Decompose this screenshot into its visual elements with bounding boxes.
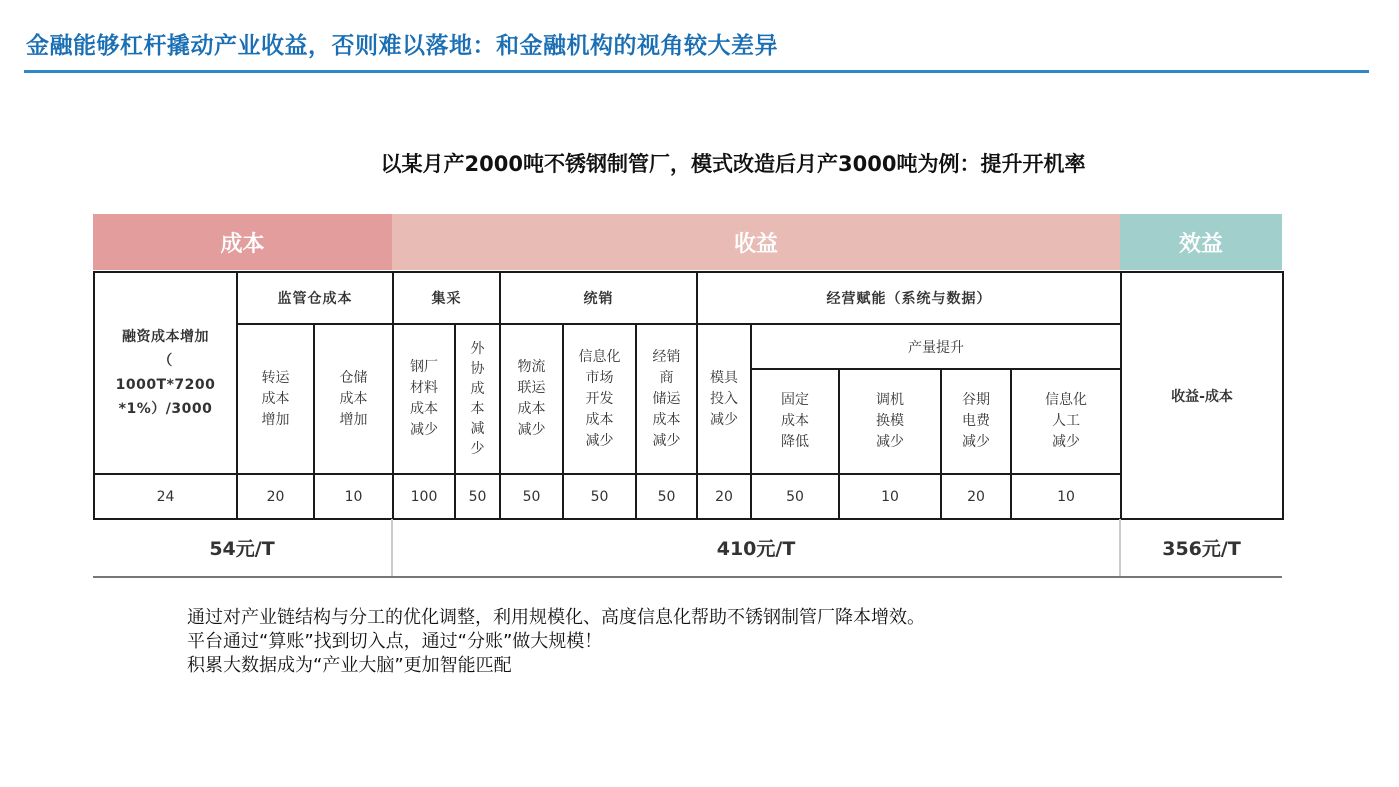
band-cost: 成本 xyxy=(93,214,392,270)
cost-benefit-table xyxy=(93,271,1284,520)
value-cell: 20 xyxy=(697,474,751,519)
page-title: 金融能够杠杆撬动产业收益，否则难以落地：和金融机构的视角较大差异 xyxy=(26,33,778,59)
valley-power-header: 谷期 电费 减少 xyxy=(941,369,1011,474)
dealer-storage-header: 经销 商 储运 成本 减少 xyxy=(636,324,697,474)
value-cell: 50 xyxy=(563,474,636,519)
note-line: 通过对产业链结构与分工的优化调整，利用规模化、高度信息化帮助不锈钢制管厂降本增效。 xyxy=(187,607,925,628)
logistics-cost-header: 物流 联运 成本 减少 xyxy=(500,324,563,474)
financing-cost-header xyxy=(94,272,237,474)
info-market-header: 信息化 市场 开发 成本 减少 xyxy=(563,324,636,474)
band-gain: 收益 xyxy=(392,214,1120,270)
capacity-increase-header: 产量提升 xyxy=(751,324,1121,369)
fixed-cost-header: 固定 成本 降低 xyxy=(751,369,839,474)
total-benefit: 356元/T xyxy=(1120,519,1282,577)
band-benefit: 效益 xyxy=(1120,214,1282,270)
value-cell: 50 xyxy=(500,474,563,519)
title-divider xyxy=(24,70,1369,73)
empowerment-header: 经营赋能（系统与数据） xyxy=(697,272,1121,324)
value-cell: 24 xyxy=(94,474,237,519)
procurement-header: 集采 xyxy=(393,272,500,324)
distribution-header: 统销 xyxy=(500,272,697,324)
chart-subtitle: 以某月产2000吨不锈钢制管厂，模式改造后月产3000吨为例：提升开机率 xyxy=(380,152,1086,176)
outsource-cost-header: 外 协 成 本 减 少 xyxy=(455,324,500,474)
storage-cost-header: 仓储 成本 增加 xyxy=(314,324,393,474)
transfer-cost-header: 转运 成本 增加 xyxy=(237,324,314,474)
value-cell: 10 xyxy=(314,474,393,519)
financing-cost-line: （ xyxy=(158,353,173,369)
financing-cost-line: *1%）/3000 xyxy=(118,401,213,417)
total-gain: 410元/T xyxy=(392,519,1120,577)
financing-cost-line: 融资成本增加 xyxy=(122,329,209,345)
note-line: 平台通过“算账”找到切入点，通过“分账”做大规模！ xyxy=(187,631,603,652)
value-cell: 10 xyxy=(1011,474,1121,519)
total-cost: 54元/T xyxy=(93,519,392,577)
changeover-header: 调机 换模 减少 xyxy=(839,369,941,474)
notes-block xyxy=(187,606,925,678)
mold-investment-header: 模具 投入 减少 xyxy=(697,324,751,474)
value-cell: 100 xyxy=(393,474,455,519)
steel-material-header: 钢厂 材料 成本 减少 xyxy=(393,324,455,474)
value-cell: 50 xyxy=(636,474,697,519)
value-cell: 20 xyxy=(941,474,1011,519)
financing-cost-line: 1000T*7200 xyxy=(115,377,216,393)
totals-row xyxy=(93,519,1282,578)
value-cell: 50 xyxy=(455,474,500,519)
info-labor-header: 信息化 人工 减少 xyxy=(1011,369,1121,474)
supervision-cost-header: 监管仓成本 xyxy=(237,272,393,324)
note-line: 积累大数据成为“产业大脑”更加智能匹配 xyxy=(187,655,512,676)
value-cell: 20 xyxy=(237,474,314,519)
value-cell: 10 xyxy=(839,474,941,519)
value-cell: 50 xyxy=(751,474,839,519)
net-benefit-header: 收益-成本 xyxy=(1121,272,1283,519)
